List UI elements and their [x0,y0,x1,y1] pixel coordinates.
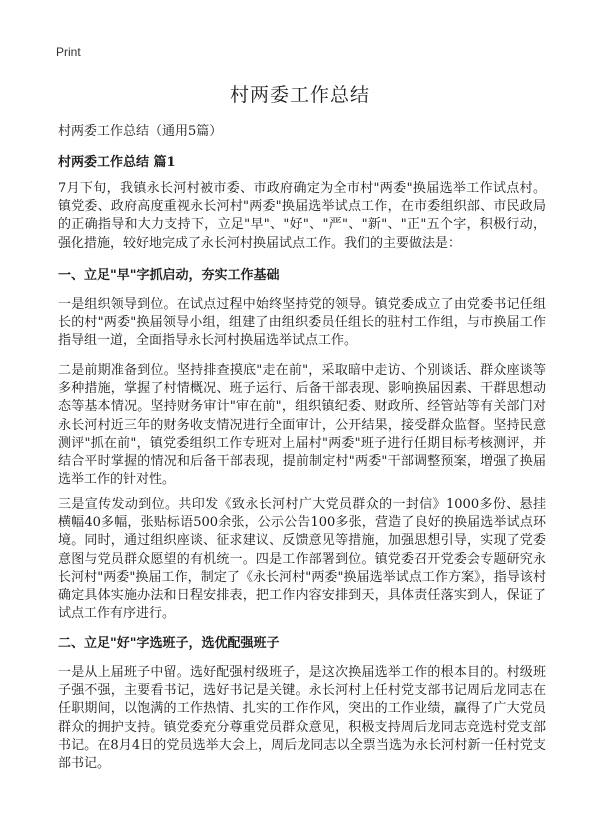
paragraph-leadership: 一是组织领导到位。在试点过程中始终坚持党的领导。镇党委成立了由党委书记任组长的村"两委"换届领导小组，组建了由组织委员任组长的驻村工作组，与市换届工作指导组一道，全面指导永长河村换届选举试点工作。 [58,297,546,349]
paragraph-preparation: 二是前期准备到位。坚持排查摸底"走在前"，采取暗中走访、个别谈话、群众座谈等多种措施，掌握了村情概况、班子运行、后备干部表现、影响换届因素、干群思想动态等基本情况。坚持财务审计"审在前"，组织镇纪委、财政所、经管站等有关部门对永长河村近三年的财务收支情况进行全面审计，公开结果，接受群众监督。坚持民意测评"抓在前"，镇党委组织工作专班对上届村"两委"班子进行任期目标考核测评，并结合平时掌握的情况和后备干部表现，提前制定村"两委"干部调整预案，增强了换届选举工作的针对性。 [58,363,546,488]
heading-select-team: 二、立足"好"字选班子，选优配强班子 [58,636,280,651]
intro-paragraph: 7月下旬，我镇永长河村被市委、市政府确定为全市村"两委"换届选举工作试点村。镇党委、政府高度重视永长河村"两委"换届选举试点工作，在市委组织部、市民政局的正确指导和大力支持下，立足"早"、"好"、"严"、"新"、"正"五个字，积极行动，强化措施，较好地完成了永长河村换届试点工作。我们的主要做法是： [58,181,546,251]
paragraph-retain-leader: 一是从上届班子中留。选好配强村级班子，是这次换届选举工作的根本目的。村级班子强不强，主要看书记，选好书记是关键。永长河村上任村党支部书记周后龙同志在任职期间，以饱满的工作热情、扎实的工作作风，突出的工作业绩，赢得了广大党员群众的拥护支持。镇党委充分尊重党员群众意见，积极支持周后龙同志竞选村党支部书记。在8月4日的党员选举大会上，周后龙同志以全票当选为永长河村新一任村党支部书记。 [58,665,546,772]
heading-early-start: 一、立足"早"字抓启动，夯实工作基础 [58,268,280,283]
page-title: 村两委工作总结 [229,84,370,106]
paragraph-publicity: 三是宣传发动到位。共印发《致永长河村广大党员群众的一封信》1000多份、悬挂横幅40多幅，张贴标语500余张，公示公告100多张，营造了良好的换届选举试点环境。同时，通过组织座谈、征求建议、反馈意见等措施，加强思想引导，实现了党委意图与党员群众愿望的有机统一。四是工作部署到位。镇党委召开党委会专题研究永长河村"两委"换届工作，制定了《永长河村"两委"换届选举试点工作方案》，指导该村确定具体实施办法和日程安排表，把工作内容安排到天，具体责任落实到人，保证了试点工作有序进行。 [58,497,546,622]
document-subtitle: 村两委工作总结（通用5篇） [58,124,223,139]
print-label: Print [56,45,81,59]
section-title: 村两委工作总结 篇1 [58,155,176,170]
